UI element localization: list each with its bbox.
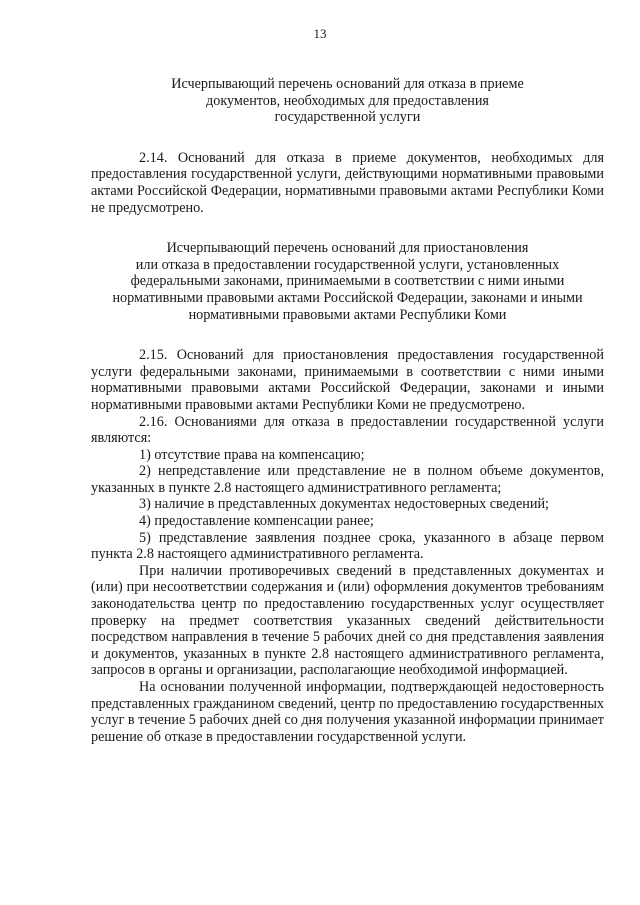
list-item: 1) отсутствие права на компенсацию; (139, 446, 365, 463)
paragraph-2-14: 2.14. Оснований для отказа в приеме документов, необходимых для предоставления государственной услуги, действующими нормативными правовыми актами Российской Федерации, нормативными правовыми актами Республики Коми не предусмотрено. (91, 149, 604, 216)
heading-line: Исчерпывающий перечень оснований для приостановления (166, 240, 529, 257)
list-item: 3) наличие в представленных документах недостоверных сведений; (139, 496, 549, 513)
section-heading-suspension-refusal (91, 240, 604, 323)
list-item: 5) представление заявления позднее срока, указанного в абзаце первом пункта 2.8 настоящего административного регламента. (91, 529, 604, 563)
heading-line: документов, необходимых для предоставления (206, 92, 489, 109)
section-heading-refusal-acceptance (91, 76, 604, 126)
page-number: 13 (313, 26, 327, 41)
heading-line: государственной услуги (274, 109, 421, 126)
paragraph-2-15: 2.15. Оснований для приостановления предоставления государственной услуги федеральными законами, принимаемыми в соответствии с ними иными нормативными правовыми актами Российской Федерации, законами и иными нормативными правовыми актами Республики Коми не предусмотрено. (91, 347, 604, 413)
paragraph-refusal-decision: На основании полученной информации, подтверждающей недостоверность представленных гражданином сведений, центр по предоставлению государственных услуг в течение 5 рабочих дней со дня получения указанной информации принимает решение об отказе в предоставлении государственной услуги. (91, 679, 604, 745)
heading-line: нормативными правовыми актами Республики Коми (188, 306, 507, 323)
heading-line: федеральными законами, принимаемыми в соответствии с ними иными (130, 273, 565, 290)
heading-line: Исчерпывающий перечень оснований для отказа в приеме (171, 76, 524, 92)
paragraph-2-16: 2.16. Основаниями для отказа в предоставлении государственной услуги являются: (91, 413, 604, 447)
list-item: 2) непредставление или представление не в полном объеме документов, указанных в пункте 2.8 настоящего административного регламента; (91, 463, 604, 496)
heading-line: нормативными правовыми актами Российской Федерации, законами и иными (112, 289, 583, 306)
heading-line: или отказа в предоставлении государственной услуги, установленных (135, 256, 560, 273)
document-body (91, 76, 604, 745)
paragraph-contradictory-info: При наличии противоречивых сведений в представленных документах и (или) при несоответствии содержания и (или) оформления документов требованиям законодательства центр по предоставлению государственных услуг осуществляет проверку на предмет соответствия указанных сведений действительности посредством направления в течение 5 рабочих дней со дня представления заявления и документов, указанных в пункте 2.8 настоящего административного регламента, запросов в органы и организации, располагающие необходимой информацией. (91, 562, 604, 679)
list-item: 4) предоставление компенсации ранее; (139, 513, 374, 530)
